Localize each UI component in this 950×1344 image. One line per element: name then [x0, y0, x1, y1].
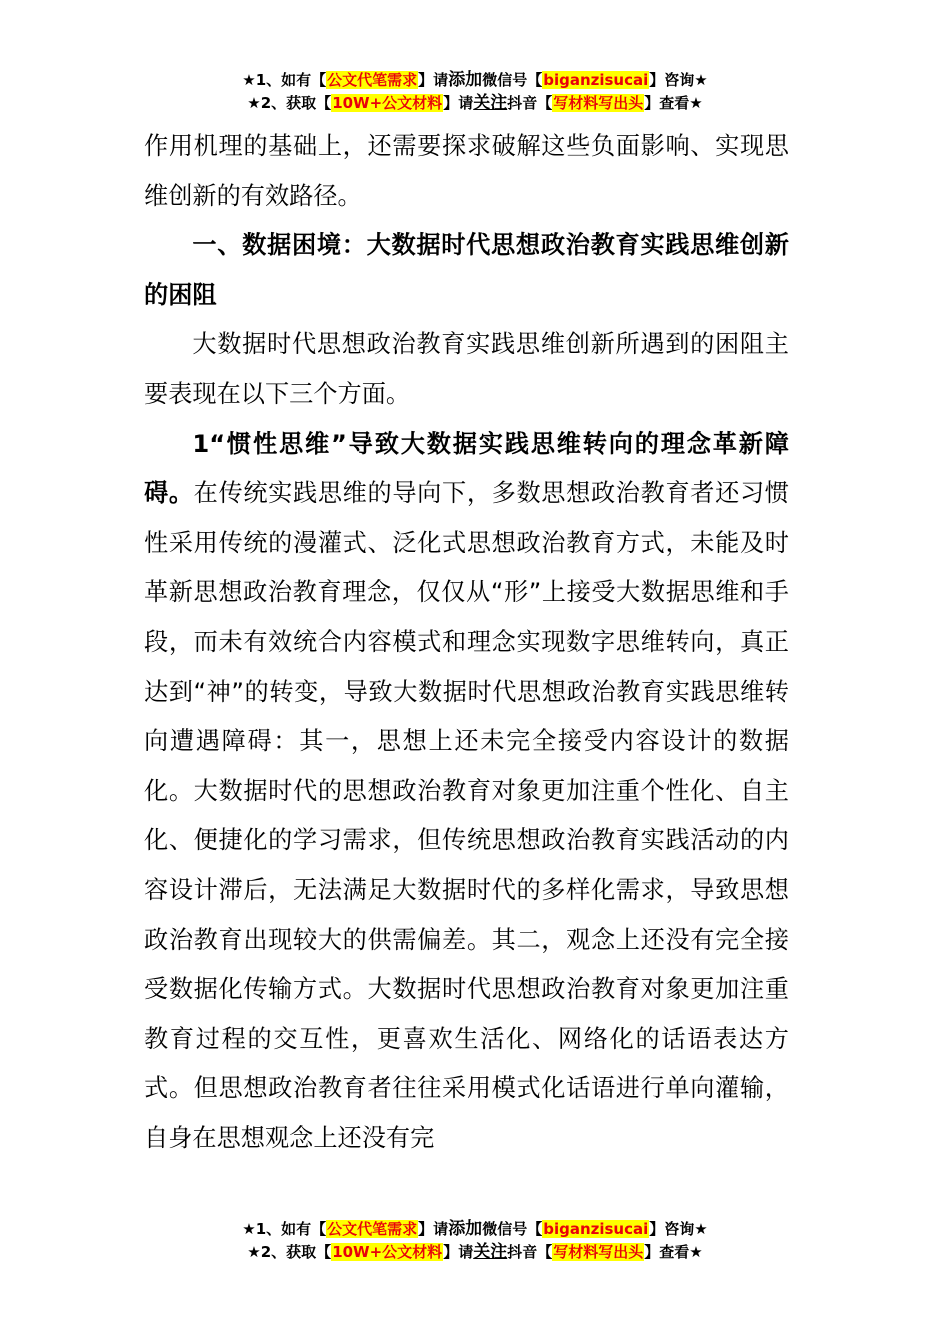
point-1-body: 在传统实践思维的导向下，多数思想政治教育者还习惯性采用传统的漫灌式、泛化式思想政治教育方式，未能及时革新思想政治教育理念，仅仅从“形”上接受大数据思维和手段，而未有效统合内容模式和理念实现数字思维转向，真正达到“神”的转变，导致大数据时代思想政治教育实践思维转向遭遇障碍：其一，思想上还未完全接受内容设计的数据化。大数据时代的思想政治教育对象更加注重个性化、自主化、便捷化的学习需求，但传统思想政治教育实践活动的内容设计滞后，无法满足大数据时代的多样化需求，导致思想政治教育出现较大的供需偏差。其二，观念上还没有完全接受数据化传输方式。大数据时代思想政治教育对象更加注重教育过程的交互性，更喜欢生活化、网络化的话语表达方式。但思想政治教育者往往采用模式化话语进行单向灌输，自身在思想观念上还没有完 — [144, 479, 789, 1152]
highlight-materials: 10W+公文材料 — [332, 94, 443, 112]
paragraph-continuation: 作用机理的基础上，还需要探求破解这些负面影响、实现思维创新的有效路径。 — [144, 132, 789, 210]
star-icon: ★ — [689, 94, 703, 112]
highlight-materials: 10W+公文材料 — [332, 1243, 443, 1261]
star-icon: ★ — [689, 1243, 703, 1261]
highlight-douyin-account: 写材料写出头 — [553, 94, 644, 112]
banner-line-2: ★2、获取【10W+公文材料】请关注抖音【写材料写出头】查看★ — [247, 1242, 703, 1262]
paragraph-intro: 大数据时代思想政治教育实践思维创新所遇到的困阻主要表现在以下三个方面。 — [144, 330, 789, 408]
point-1-lead: 1“惯性思维”导致大数据实践思维转向的理念革新障碍。 — [144, 429, 789, 508]
highlight-service: 公文代笔需求 — [327, 71, 418, 89]
document-body — [144, 122, 789, 1163]
star-icon: ★ — [247, 1243, 261, 1261]
star-icon: ★ — [242, 71, 256, 89]
banner-line-1: ★1、如有【公文代笔需求】请添加微信号【biganzisucai】咨询★ — [242, 1219, 708, 1239]
star-icon: ★ — [247, 94, 261, 112]
highlight-service: 公文代笔需求 — [327, 1220, 418, 1238]
header-banner — [0, 69, 950, 115]
section-heading: 一、数据困境：大数据时代思想政治教育实践思维创新的困阻 — [144, 231, 789, 309]
banner-line-1: ★1、如有【公文代笔需求】请添加微信号【biganzisucai】咨询★ — [242, 70, 708, 90]
footer-banner — [0, 1218, 950, 1264]
paragraph-point-1 — [144, 420, 789, 1164]
highlight-wechat-id: biganzisucai — [543, 1220, 649, 1238]
highlight-wechat-id: biganzisucai — [543, 71, 649, 89]
highlight-douyin-account: 写材料写出头 — [553, 1243, 644, 1261]
star-icon: ★ — [694, 71, 708, 89]
star-icon: ★ — [694, 1220, 708, 1238]
banner-line-2: ★2、获取【10W+公文材料】请关注抖音【写材料写出头】查看★ — [247, 93, 703, 113]
star-icon: ★ — [242, 1220, 256, 1238]
